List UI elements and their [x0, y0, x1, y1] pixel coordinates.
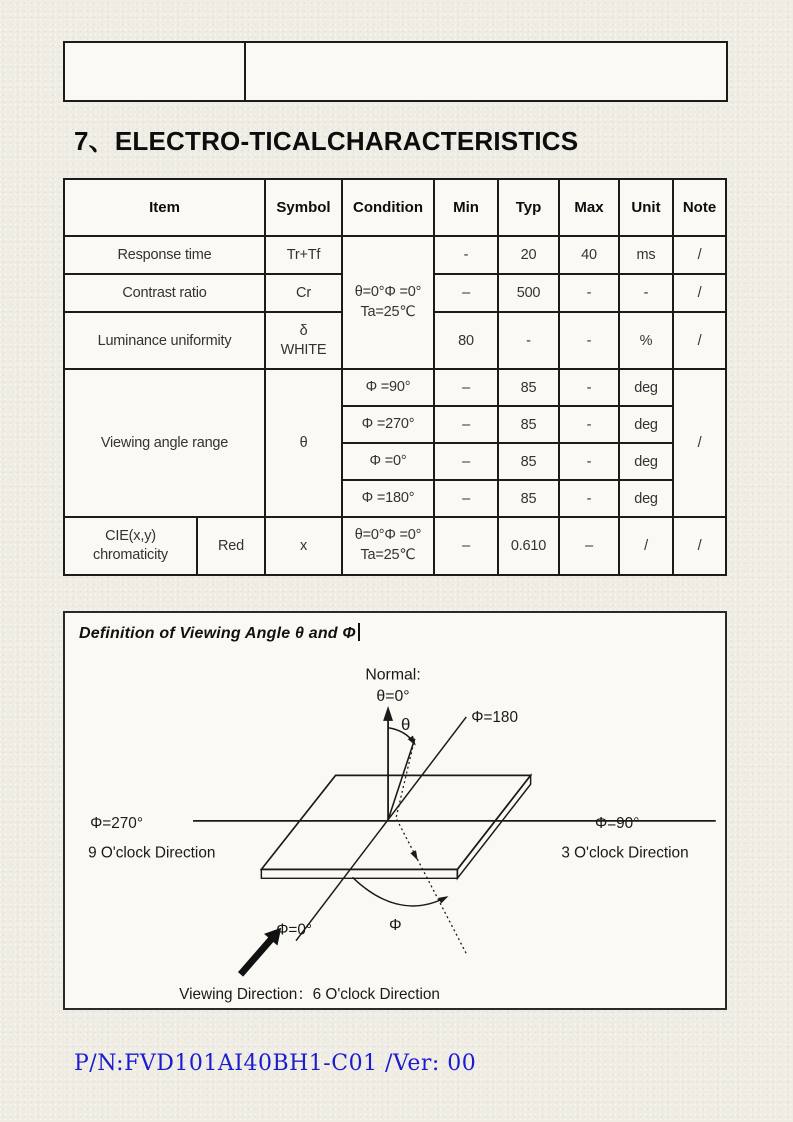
diagram-title-text: Definition of Viewing Angle θ and Φ: [79, 625, 356, 642]
title-block-box: [63, 41, 728, 102]
phi0-label: Φ=0°: [276, 921, 313, 939]
max-value: -: [559, 443, 619, 480]
min-value: –: [434, 274, 498, 312]
phi270-label: Φ=270°: [90, 814, 143, 832]
typ-value: 85: [498, 443, 559, 480]
unit-value: deg: [619, 406, 673, 443]
min-value: –: [434, 369, 498, 406]
col-header-max: Max: [559, 179, 619, 236]
typ-value: 85: [498, 369, 559, 406]
note-value: /: [673, 369, 726, 517]
col-header-item: Item: [64, 179, 265, 236]
unit-value: deg: [619, 480, 673, 517]
max-value: -: [559, 369, 619, 406]
min-value: –: [434, 443, 498, 480]
lcd-panel: [261, 775, 530, 878]
normal-label: Normal:: [365, 666, 421, 684]
max-value: -: [559, 274, 619, 312]
phi180-label: Φ=180: [471, 708, 518, 726]
col-header-note: Note: [673, 179, 726, 236]
theta0-label: θ=0°: [376, 688, 410, 706]
symbol-luminance: [265, 312, 342, 369]
tilted-viewing-ray: [388, 739, 415, 820]
electro-optical-characteristics-table: [63, 178, 727, 576]
min-value: –: [434, 517, 498, 575]
table-header-row: [64, 179, 726, 236]
phi180-phi0-line: [296, 714, 466, 941]
table-row: [64, 369, 726, 406]
shared-condition-cell: [342, 236, 434, 369]
col-header-typ: Typ: [498, 179, 559, 236]
section-title: 7、ELECTRO-TICALCHARACTERISTICS: [74, 126, 579, 156]
condition-phi0: Φ =0°: [342, 443, 434, 480]
viewing-direction-label: Viewing Direction：6 O'clock Direction: [179, 986, 440, 1004]
unit-value: %: [619, 312, 673, 369]
note-value: /: [673, 274, 726, 312]
note-value: /: [673, 517, 726, 575]
symbol-contrast: Cr: [265, 274, 342, 312]
max-value: -: [559, 406, 619, 443]
typ-value: 20: [498, 236, 559, 274]
unit-value: deg: [619, 443, 673, 480]
unit-value: ms: [619, 236, 673, 274]
item-luminance-uniformity: Luminance uniformity: [64, 312, 265, 369]
min-value: -: [434, 236, 498, 274]
part-number-footer: P/N:FVD101AI40BH1-C01 /Ver: 00: [74, 1051, 477, 1076]
typ-value: 500: [498, 274, 559, 312]
item-viewing-angle-range: Viewing angle range: [64, 369, 265, 517]
max-value: –: [559, 517, 619, 575]
panel-top-face: [261, 775, 530, 869]
col-header-symbol: Symbol: [265, 179, 342, 236]
condition-phi180: Φ =180°: [342, 480, 434, 517]
max-value: 40: [559, 236, 619, 274]
cie-line2: chromaticity: [93, 547, 168, 563]
typ-value: 85: [498, 406, 559, 443]
condition-phi90: Φ =90°: [342, 369, 434, 406]
normal-arrow: [383, 706, 393, 820]
min-value: 80: [434, 312, 498, 369]
item-contrast-ratio: Contrast ratio: [64, 274, 265, 312]
note-value: /: [673, 312, 726, 369]
condition-line2: Ta=25℃: [360, 547, 416, 563]
unit-value: /: [619, 517, 673, 575]
typ-value: 85: [498, 480, 559, 517]
viewing-angle-diagram: [65, 613, 725, 1008]
note-value: /: [673, 236, 726, 274]
condition-phi270: Φ =270°: [342, 406, 434, 443]
phi90-label: Φ=90°: [594, 814, 640, 832]
three-oclock-label: 3 O'clock Direction: [561, 844, 689, 862]
condition-line2: Ta=25℃: [360, 303, 416, 320]
min-value: –: [434, 406, 498, 443]
col-header-min: Min: [434, 179, 498, 236]
viewing-angle-diagram-box: [63, 611, 727, 1010]
condition-cie: [342, 517, 434, 575]
typ-value: -: [498, 312, 559, 369]
title-block-left-cell: [65, 43, 246, 100]
cie-color-red: Red: [197, 517, 265, 575]
cie-line1: CIE(x,y): [105, 528, 156, 545]
symbol-white: WHITE: [280, 341, 327, 358]
col-header-unit: Unit: [619, 179, 673, 236]
max-value: -: [559, 480, 619, 517]
symbol-x: x: [265, 517, 342, 575]
symbol-theta: θ: [265, 369, 342, 517]
theta-label: θ: [400, 714, 411, 734]
panel-front-face: [261, 869, 457, 878]
nine-oclock-label: 9 O'clock Direction: [88, 844, 216, 862]
min-value: –: [434, 480, 498, 517]
item-response-time: Response time: [64, 236, 265, 274]
symbol-delta: δ: [299, 322, 308, 339]
phi-label: Φ: [389, 916, 402, 934]
dotted-projection-line: [396, 743, 466, 954]
condition-line1: θ=0°Φ =0°: [354, 527, 422, 544]
title-block-right-cell: [246, 43, 726, 100]
condition-line1: θ=0°Φ =0°: [354, 283, 422, 300]
item-cie-chromaticity: [64, 517, 197, 575]
unit-value: deg: [619, 369, 673, 406]
table-row: [64, 517, 726, 575]
viewing-direction-arrow: [238, 928, 281, 977]
typ-value: 0.610: [498, 517, 559, 575]
symbol-response-time: Tr+Tf: [265, 236, 342, 274]
max-value: -: [559, 312, 619, 369]
col-header-condition: Condition: [342, 179, 434, 236]
unit-value: -: [619, 274, 673, 312]
table-row: [64, 236, 726, 274]
